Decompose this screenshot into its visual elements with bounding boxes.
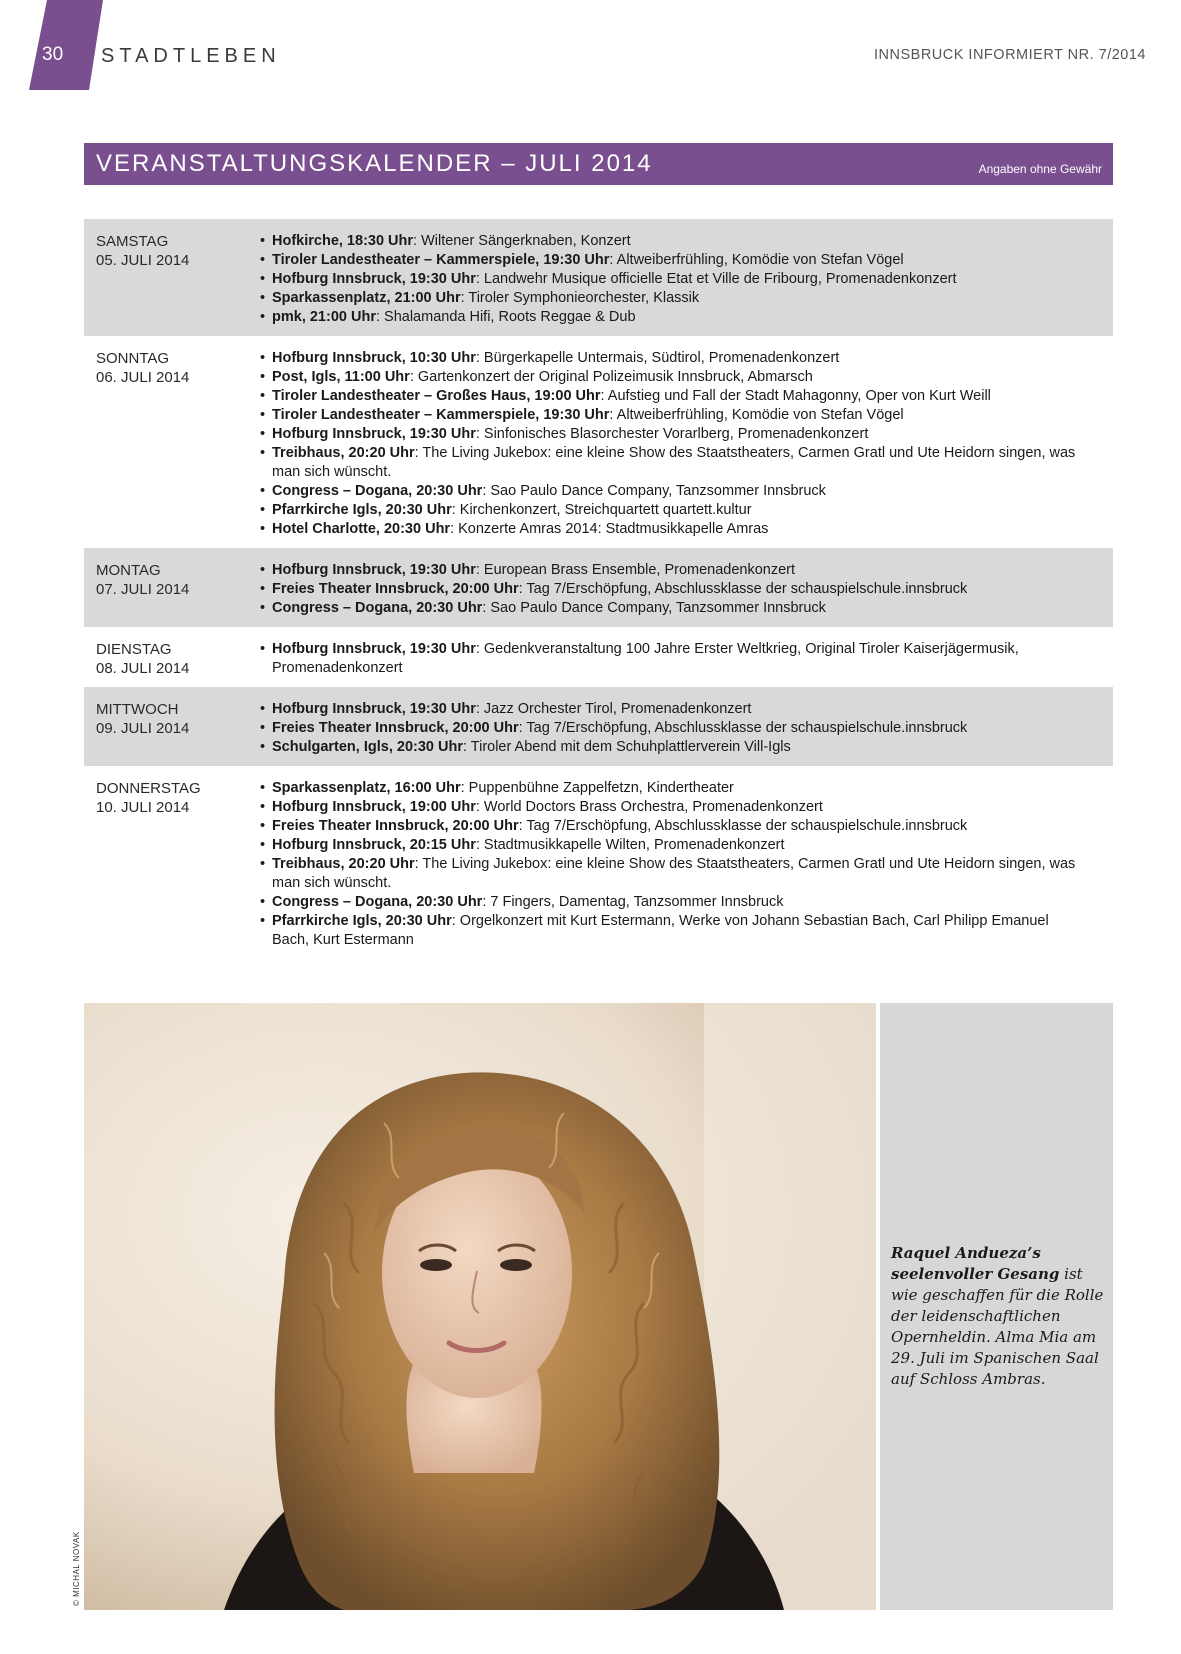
event-description: : Wiltener Sängerknaben, Konzert <box>413 233 631 249</box>
event-item <box>260 251 1113 270</box>
day-row <box>84 687 1113 766</box>
event-calendar <box>84 219 1113 959</box>
event-description: : Jazz Orchester Tirol, Promenadenkonzert <box>475 701 752 717</box>
event-item <box>260 289 1113 308</box>
event-description: : 7 Fingers, Damentag, Tanzsommer Innsbruck <box>482 894 784 910</box>
event-item <box>260 640 1113 678</box>
day-weekday: SONNTAG <box>96 350 170 367</box>
event-venue: pmk, 21:00 Uhr <box>272 309 376 325</box>
event-list <box>260 349 1113 539</box>
event-description: : European Brass Ensemble, Promenadenkonzert <box>475 562 796 578</box>
event-description: : Landwehr Musique officielle Etat et Ville de Fribourg, Promenadenkonzert <box>475 271 957 287</box>
event-venue: Hofburg Innsbruck, 19:30 Uhr <box>272 426 476 442</box>
event-venue: Tiroler Landestheater – Großes Haus, 19:00 Uhr <box>272 388 601 404</box>
day-row <box>84 219 1113 336</box>
event-item <box>260 425 1113 444</box>
page-tab-shape <box>29 0 103 90</box>
event-description: : Sao Paulo Dance Company, Tanzsommer Innsbruck <box>482 483 826 499</box>
event-venue: Schulgarten, Igls, 20:30 Uhr <box>272 739 463 755</box>
event-item <box>260 893 1113 912</box>
event-description: : Gartenkonzert der Original Polizeimusik Innsbruck, Abmarsch <box>409 369 813 385</box>
event-description: : Altweiberfrühling, Komödie von Stefan Vögel <box>609 407 904 423</box>
event-description: : Bürgerkapelle Untermais, Südtirol, Promenadenkonzert <box>475 350 840 366</box>
event-item <box>260 719 1113 738</box>
issue-label: INNSBRUCK INFORMIERT NR. 7/2014 <box>874 47 1146 63</box>
event-venue: Tiroler Landestheater – Kammerspiele, 19:30 Uhr <box>272 407 610 423</box>
event-item <box>260 580 1113 599</box>
event-venue: Hofburg Innsbruck, 19:30 Uhr <box>272 701 476 717</box>
day-date: 05. JULI 2014 <box>96 252 190 269</box>
event-item <box>260 387 1113 406</box>
event-item <box>260 738 1113 757</box>
event-item <box>260 700 1113 719</box>
event-item <box>260 368 1113 387</box>
event-item <box>260 817 1113 836</box>
event-venue: Treibhaus, 20:20 Uhr <box>272 445 415 461</box>
event-venue: Sparkassenplatz, 21:00 Uhr <box>272 290 461 306</box>
event-venue: Treibhaus, 20:20 Uhr <box>272 856 415 872</box>
event-list <box>260 640 1113 678</box>
event-item <box>260 349 1113 368</box>
event-list <box>260 561 1113 618</box>
event-item <box>260 520 1113 539</box>
day-label <box>84 561 260 618</box>
day-label <box>84 640 260 678</box>
event-item <box>260 444 1113 482</box>
event-description: : Aufstieg und Fall der Stadt Mahagonny, Oper von Kurt Weill <box>600 388 991 404</box>
event-item <box>260 501 1113 520</box>
event-item <box>260 912 1113 950</box>
event-description: : Orgelkonzert mit Kurt Estermann, Werke von Johann Sebastian Bach, Carl Philipp Emanuel Bach, Kurt Estermann <box>272 913 1049 948</box>
event-venue: Sparkassenplatz, 16:00 Uhr <box>272 780 461 796</box>
day-label <box>84 700 260 757</box>
caption-text: ist wie geschaffen für die Rolle der leidenschaftlichen Opernheldin. Alma Mia am 29. Juli im Spanischen Saal auf Schloss Ambras. <box>891 1265 1104 1388</box>
event-description: : The Living Jukebox: eine kleine Show des Staatstheaters, Carmen Gratl und Ute Heidorn singen, was man sich wünscht. <box>272 856 1076 891</box>
event-description: : Konzerte Amras 2014: Stadtmusikkapelle Amras <box>450 521 769 537</box>
day-date: 06. JULI 2014 <box>96 369 190 386</box>
event-description: : Tag 7/Erschöpfung, Abschlussklasse der schauspielschule.innsbruck <box>518 581 968 597</box>
day-weekday: DIENSTAG <box>96 641 172 658</box>
event-description: : Stadtmusikkapelle Wilten, Promenadenkonzert <box>475 837 785 853</box>
banner-title: VERANSTALTUNGSKALENDER – JULI 2014 <box>96 150 653 177</box>
event-venue: Freies Theater Innsbruck, 20:00 Uhr <box>272 818 519 834</box>
event-item <box>260 482 1113 501</box>
event-description: : Puppenbühne Zappelfetzn, Kindertheater <box>460 780 734 796</box>
day-weekday: SAMSTAG <box>96 233 169 250</box>
event-item <box>260 561 1113 580</box>
calendar-banner <box>84 143 1113 185</box>
day-weekday: MONTAG <box>96 562 161 579</box>
event-venue: Hofburg Innsbruck, 20:15 Uhr <box>272 837 476 853</box>
event-venue: Tiroler Landestheater – Kammerspiele, 19:30 Uhr <box>272 252 610 268</box>
section-title: STADTLEBEN <box>101 45 281 67</box>
day-date: 07. JULI 2014 <box>96 581 190 598</box>
event-item <box>260 406 1113 425</box>
event-description: : Tag 7/Erschöpfung, Abschlussklasse der schauspielschule.innsbruck <box>518 720 968 736</box>
event-item <box>260 599 1113 618</box>
event-description: : The Living Jukebox: eine kleine Show des Staatstheaters, Carmen Gratl und Ute Heidorn singen, was man sich wünscht. <box>272 445 1076 480</box>
event-description: : Altweiberfrühling, Komödie von Stefan Vögel <box>609 252 904 268</box>
day-label <box>84 232 260 327</box>
event-venue: Post, Igls, 11:00 Uhr <box>272 369 410 385</box>
event-item <box>260 779 1113 798</box>
event-venue: Pfarrkirche Igls, 20:30 Uhr <box>272 913 452 929</box>
event-venue: Hofburg Innsbruck, 19:30 Uhr <box>272 271 476 287</box>
event-item <box>260 855 1113 893</box>
event-venue: Pfarrkirche Igls, 20:30 Uhr <box>272 502 452 518</box>
event-venue: Hofburg Innsbruck, 19:30 Uhr <box>272 641 476 657</box>
event-description: : Gedenkveranstaltung 100 Jahre Erster Weltkrieg, Original Tiroler Kaiserjägermusik, Promenadenkonzert <box>272 641 1019 676</box>
event-venue: Hofkirche, 18:30 Uhr <box>272 233 414 249</box>
day-row <box>84 336 1113 548</box>
day-date: 09. JULI 2014 <box>96 720 190 737</box>
banner-note: Angaben ohne Gewähr <box>978 162 1102 176</box>
event-venue: Hofburg Innsbruck, 19:30 Uhr <box>272 562 476 578</box>
event-list <box>260 232 1113 327</box>
event-description: : Shalamanda Hifi, Roots Reggae & Dub <box>375 309 636 325</box>
event-venue: Congress – Dogana, 20:30 Uhr <box>272 894 483 910</box>
photo-caption <box>891 1243 1105 1390</box>
event-description: : Tiroler Symphonieorchester, Klassik <box>460 290 700 306</box>
day-row <box>84 627 1113 687</box>
day-row <box>84 766 1113 959</box>
event-venue: Congress – Dogana, 20:30 Uhr <box>272 483 483 499</box>
event-item <box>260 270 1113 289</box>
page-number: 30 <box>42 44 64 65</box>
event-venue: Hofburg Innsbruck, 19:00 Uhr <box>272 799 476 815</box>
event-item <box>260 798 1113 817</box>
event-item <box>260 836 1113 855</box>
event-description: : Tiroler Abend mit dem Schuhplattlerverein Vill-Igls <box>462 739 791 755</box>
day-date: 10. JULI 2014 <box>96 799 190 816</box>
event-description: : Kirchenkonzert, Streichquartett quartett.kultur <box>451 502 752 518</box>
event-list <box>260 700 1113 757</box>
event-list <box>260 779 1113 950</box>
caption-panel <box>880 1003 1113 1610</box>
day-weekday: MITTWOCH <box>96 701 179 718</box>
event-item <box>260 308 1113 327</box>
event-description: : Sao Paulo Dance Company, Tanzsommer Innsbruck <box>482 600 826 616</box>
event-venue: Freies Theater Innsbruck, 20:00 Uhr <box>272 720 519 736</box>
day-weekday: DONNERSTAG <box>96 780 201 797</box>
event-item <box>260 232 1113 251</box>
event-venue: Congress – Dogana, 20:30 Uhr <box>272 600 483 616</box>
day-date: 08. JULI 2014 <box>96 660 190 677</box>
event-venue: Hotel Charlotte, 20:30 Uhr <box>272 521 451 537</box>
event-description: : Tag 7/Erschöpfung, Abschlussklasse der schauspielschule.innsbruck <box>518 818 968 834</box>
event-venue: Hofburg Innsbruck, 10:30 Uhr <box>272 350 476 366</box>
day-label <box>84 349 260 539</box>
event-description: : Sinfonisches Blasorchester Vorarlberg, Promenadenkonzert <box>475 426 869 442</box>
day-label <box>84 779 260 950</box>
day-row <box>84 548 1113 627</box>
singer-photo <box>84 1003 876 1610</box>
photo-credit: © MICHAL NOVAK <box>72 1531 81 1606</box>
event-description: : World Doctors Brass Orchestra, Promenadenkonzert <box>475 799 823 815</box>
caption-bold: Raquel Andueza’s seelenvoller Gesang <box>891 1244 1060 1283</box>
event-venue: Freies Theater Innsbruck, 20:00 Uhr <box>272 581 519 597</box>
